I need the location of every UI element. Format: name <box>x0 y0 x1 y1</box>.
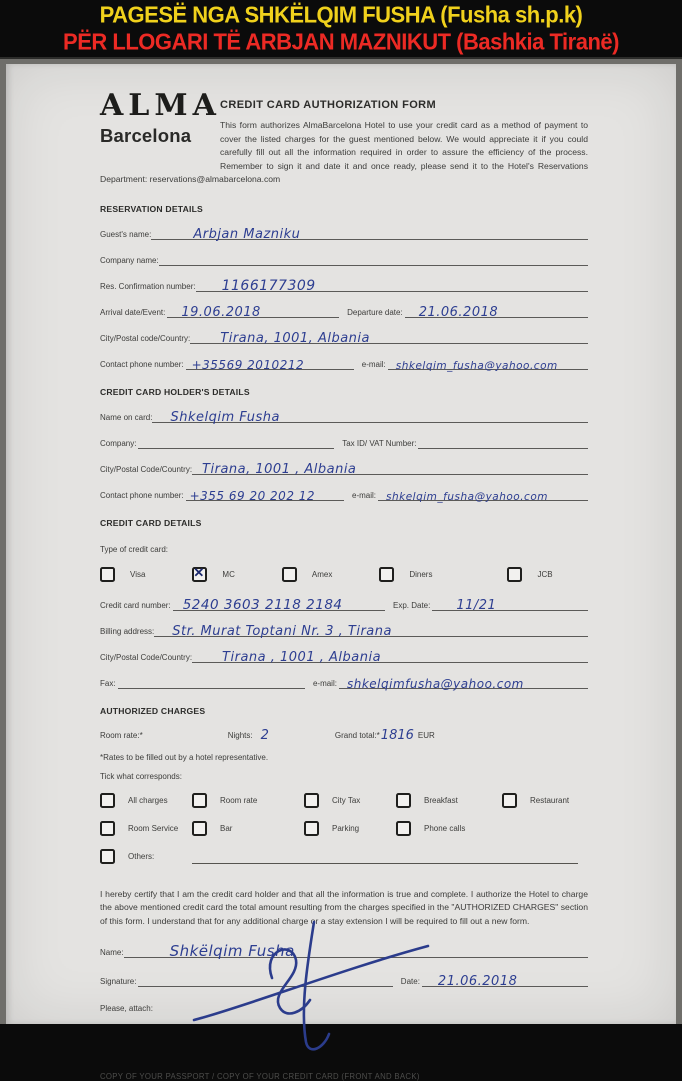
section-heading-reservation: RESERVATION DETAILS <box>100 203 203 214</box>
nights-label: Nights: <box>227 730 253 740</box>
card-email-line <box>339 673 588 689</box>
breakfast-label: Breakfast <box>424 795 458 805</box>
arrival-line <box>167 302 339 318</box>
exp-date-label: Exp. Date: <box>393 600 431 610</box>
option-parking <box>304 821 396 836</box>
holder-phone-group <box>100 485 344 501</box>
phone-calls-label: Phone calls <box>424 823 466 833</box>
holder-city-line <box>192 459 588 475</box>
others-label: Others: <box>128 851 155 861</box>
scan-background <box>0 57 682 1081</box>
card-city-line <box>192 647 588 663</box>
card-number-group <box>100 595 385 611</box>
restaurant-label: Restaurant <box>530 795 570 805</box>
all-charges-label: All charges <box>128 795 168 805</box>
section-heading-charges: AUTHORIZED CHARGES <box>100 705 206 716</box>
breakfast-checkbox <box>396 793 411 808</box>
card-number-handwritten: 5240 3603 2118 2184 <box>182 596 343 613</box>
name-on-card-line <box>152 407 588 423</box>
diners-label: Diners <box>409 569 433 579</box>
exp-date-line <box>432 595 588 611</box>
name-on-card-handwritten: Shkelqim Fusha <box>170 409 280 425</box>
field-row-cert-name <box>100 942 588 958</box>
fax-group <box>100 673 305 689</box>
field-row-card-number <box>100 595 588 611</box>
holder-email-group <box>352 485 588 501</box>
room-rate-label: Room rate:* <box>100 730 143 740</box>
cert-name-handwritten: Shkëlqim Fusha <box>169 942 295 960</box>
card-email-group <box>313 673 588 689</box>
banner-line-1: PAGESË NGA SHKËLQIM FUSHA (Fusha sh.p.k) <box>99 1 583 28</box>
arrival-handwritten: 19.06.2018 <box>181 304 261 320</box>
field-row-holder-city <box>100 459 588 475</box>
others-checkbox <box>100 849 115 864</box>
section-heading-card: CREDIT CARD DETAILS <box>100 517 202 528</box>
attach-label: Please, attach: <box>100 1004 153 1013</box>
confirmation-handwritten: 1166177309 <box>221 277 316 294</box>
signature-area <box>100 942 588 1014</box>
phone-calls-checkbox <box>396 821 411 836</box>
grand-total-label: Grand total:* <box>334 730 380 740</box>
holder-phone-label: Contact phone number: <box>100 490 184 500</box>
field-row-holder-company <box>100 433 588 449</box>
mc-label: MC <box>222 569 235 579</box>
cardtype-diners <box>379 567 432 582</box>
guest-name-handwritten: Arbjan Mazniku <box>193 226 301 242</box>
logo-alma-text: ALMA <box>100 88 221 123</box>
option-restaurant <box>502 793 588 808</box>
amex-checkbox <box>282 567 297 582</box>
banner-line-2: PËR LLOGARI TË ARBJAN MAZNIKUT (Bashkia Tiranë) <box>63 28 619 55</box>
check-x-icon: ✕ <box>193 564 205 580</box>
overlay-banner <box>0 0 682 57</box>
billing-line <box>154 621 588 637</box>
option-room-rate <box>192 793 304 808</box>
card-city-handwritten: Tirana , 1001 , Albania <box>222 649 382 665</box>
res-phone-group <box>100 354 354 370</box>
form-title: CREDIT CARD AUTHORIZATION FORM <box>220 99 437 111</box>
option-bar <box>192 821 304 836</box>
cardtype-mc <box>192 564 235 582</box>
tick-instruction: Tick what corresponds: <box>100 771 182 781</box>
field-row-signature-date <box>100 971 588 987</box>
option-others <box>100 849 192 864</box>
departure-handwritten: 21.06.2018 <box>418 304 499 320</box>
holder-email-label: e-mail: <box>352 490 377 500</box>
company-name-label: Company name: <box>100 255 159 265</box>
cardtype-visa <box>100 567 145 582</box>
holder-company-label: Company: <box>100 438 137 448</box>
confirmation-line <box>196 276 588 292</box>
name-on-card-label: Name on card: <box>100 412 153 422</box>
form-header <box>100 90 588 187</box>
others-write-in-line <box>192 859 578 864</box>
billing-handwritten: Str. Murat Toptani Nr. 3 , Tirana <box>172 623 392 639</box>
bar-label: Bar <box>220 823 233 833</box>
hotel-logo <box>100 90 220 164</box>
res-email-handwritten: shkelqim_fusha@yahoo.com <box>395 359 558 372</box>
field-row-billing <box>100 621 588 637</box>
exp-date-handwritten: 11/21 <box>456 597 497 613</box>
res-city-line <box>190 328 588 344</box>
certification-paragraph: I hereby certify that I am the credit card holder and that all the information is true and complete. I authorize the Hotel to charge the above mentioned credit card the total amount resulting from the charges specified in the "AUTHORIZED CHARGES" section of this form. I understand that for any additional charge or a stay extension I will be required to fill out a new form. <box>100 888 588 926</box>
card-number-label: Credit card number: <box>100 600 171 610</box>
res-city-label: City/Postal code/Country: <box>100 333 191 343</box>
room-rate-checkbox <box>192 793 207 808</box>
room-rate-option-label: Room rate <box>220 795 258 805</box>
field-row-card-city <box>100 647 588 663</box>
option-room-service <box>100 821 192 836</box>
field-row-guest-name <box>100 224 588 240</box>
authorization-form-document <box>6 64 676 1081</box>
grand-total-unit: EUR <box>417 730 435 740</box>
room-service-checkbox <box>100 821 115 836</box>
billing-label: Billing address: <box>100 626 155 636</box>
tax-id-label: Tax ID/ VAT Number: <box>342 438 417 448</box>
amex-label: Amex <box>311 569 333 579</box>
signature-group <box>100 971 393 987</box>
section-heading-holder: CREDIT CARD HOLDER'S DETAILS <box>100 386 250 397</box>
guest-name-line <box>151 224 588 240</box>
room-service-label: Room Service <box>128 823 179 833</box>
city-tax-label: City Tax <box>332 795 361 805</box>
visa-label: Visa <box>130 569 146 579</box>
cardtype-jcb <box>507 567 552 582</box>
holder-email-handwritten: shkelqim_fusha@yahoo.com <box>386 490 548 503</box>
departure-group <box>347 302 588 318</box>
field-row-res-contact <box>100 354 588 370</box>
res-email-label: e-mail: <box>361 359 386 369</box>
date-handwritten: 21.06.2018 <box>437 974 518 989</box>
fax-line <box>118 673 305 689</box>
tax-id-line <box>418 433 588 449</box>
signature-line <box>138 971 392 987</box>
bar-checkbox <box>192 821 207 836</box>
cert-name-label: Name: <box>100 948 124 957</box>
parking-checkbox <box>304 821 319 836</box>
diners-checkbox <box>379 567 394 582</box>
holder-city-handwritten: Tirana, 1001 , Albania <box>202 461 357 477</box>
arrival-group <box>100 302 339 318</box>
confirmation-label: Res. Confirmation number: <box>100 281 196 291</box>
date-label: Date: <box>400 977 420 986</box>
date-line <box>422 971 588 987</box>
attach-row <box>100 999 588 1014</box>
res-phone-line <box>186 354 354 370</box>
card-email-handwritten: shkelqimfusha@yahoo.com <box>346 676 524 691</box>
holder-phone-line <box>186 485 344 501</box>
field-row-confirmation <box>100 276 588 292</box>
date-group <box>401 971 588 987</box>
charges-amount-row <box>100 728 588 741</box>
cardtype-amex <box>282 567 332 582</box>
cert-name-line <box>124 942 588 958</box>
parking-label: Parking <box>332 823 360 833</box>
card-type-label: Type of credit card: <box>100 544 169 554</box>
visa-checkbox <box>100 567 115 582</box>
all-charges-checkbox <box>100 793 115 808</box>
field-row-res-city <box>100 328 588 344</box>
fax-label: Fax: <box>100 678 116 688</box>
holder-company-line <box>138 433 334 449</box>
field-row-holder-contact <box>100 485 588 501</box>
jcb-label: JCB <box>537 569 553 579</box>
card-number-line <box>173 595 385 611</box>
exp-date-group <box>393 595 588 611</box>
holder-company-group <box>100 433 334 449</box>
arrival-label: Arrival date/Event: <box>100 307 166 317</box>
field-row-name-on-card <box>100 407 588 423</box>
guest-name-label: Guest's name: <box>100 229 152 239</box>
mc-checkbox <box>192 564 207 582</box>
option-all-charges <box>100 793 192 808</box>
field-row-dates <box>100 302 588 318</box>
field-row-company-name <box>100 250 588 266</box>
card-type-options <box>100 564 588 582</box>
res-email-group <box>362 354 588 370</box>
option-phone-calls <box>396 821 502 836</box>
tax-id-group <box>342 433 588 449</box>
jcb-checkbox <box>507 567 522 582</box>
card-city-label: City/Postal Code/Country: <box>100 652 193 662</box>
res-email-line <box>388 354 588 370</box>
holder-email-line <box>378 485 588 501</box>
attachments-footer-note: COPY OF YOUR PASSPORT / COPY OF YOUR CREDIT CARD (FRONT AND BACK) <box>100 1072 420 1081</box>
card-type-label-row <box>100 540 588 555</box>
res-phone-label: Contact phone number: <box>100 359 184 369</box>
signature-label: Signature: <box>100 977 137 986</box>
rates-note: *Rates to be filled out by a hotel representative. <box>100 752 269 762</box>
departure-line <box>405 302 588 318</box>
form-intro-paragraph: This form authorizes AlmaBarcelona Hotel to use your credit card as a method of payment to cover the listed charges for the guest mentioned below. We would appreciate it if you could carefully fill out all the information required in order to assure the efficiency of the process. Remember to sign it and date it and once ready, please send it to the Hotel's Reservations Department: reservations@almabarcelona.com <box>100 120 588 184</box>
field-row-fax-email <box>100 673 588 689</box>
holder-city-label: City/Postal Code/Country: <box>100 464 193 474</box>
res-phone-handwritten: +35569 2010212 <box>191 357 305 372</box>
option-city-tax <box>304 793 396 808</box>
departure-label: Departure date: <box>347 307 403 317</box>
res-city-handwritten: Tirana, 1001, Albania <box>220 330 370 346</box>
holder-phone-handwritten: +355 69 20 202 12 <box>189 488 316 503</box>
nights-handwritten: 2 <box>260 727 269 743</box>
company-name-line <box>159 250 588 266</box>
city-tax-checkbox <box>304 793 319 808</box>
grand-total-handwritten: 1816 <box>380 727 414 743</box>
card-email-label: e-mail: <box>312 678 337 688</box>
restaurant-checkbox <box>502 793 517 808</box>
logo-city-text: Barcelona <box>100 125 192 146</box>
option-breakfast <box>396 793 502 808</box>
charges-options-grid <box>100 793 588 864</box>
